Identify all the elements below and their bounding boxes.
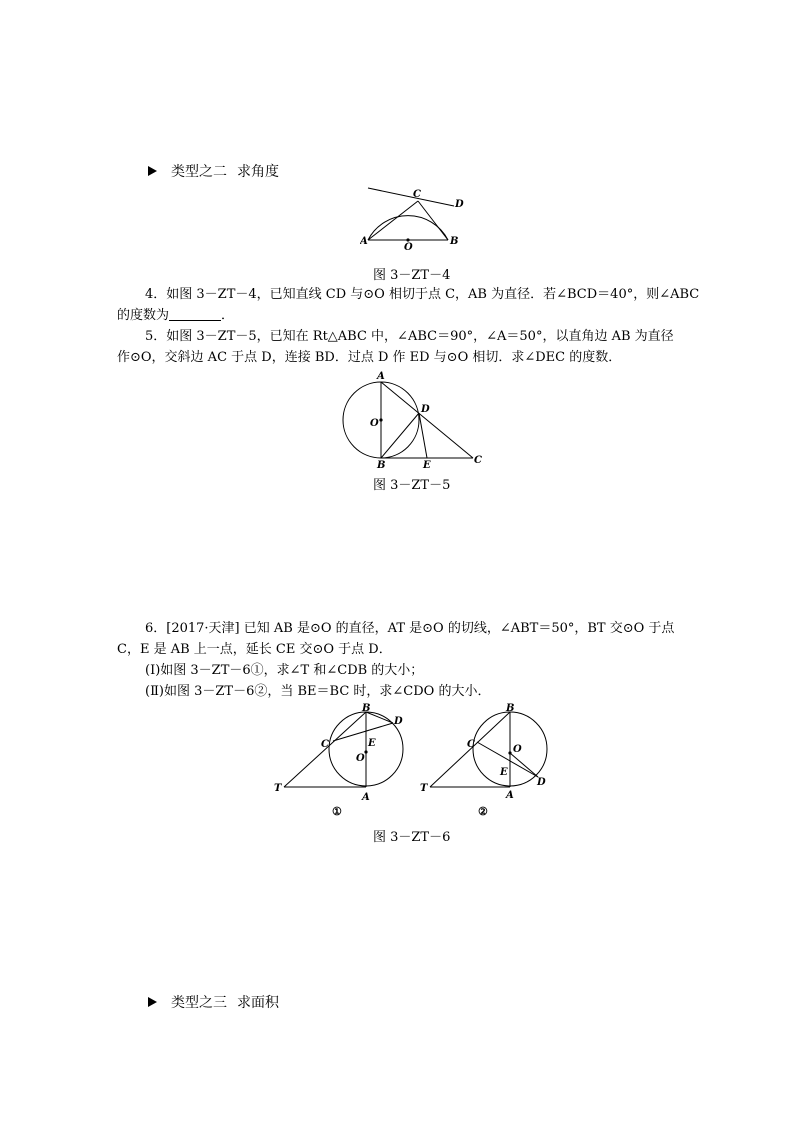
point-label-e: E [500,767,508,778]
section-title: 求面积 [237,995,279,1011]
point-label-o: O [370,418,379,429]
answer-blank[interactable] [169,308,221,321]
subfigure-label-1: ① [332,805,342,818]
point-label-t: T [274,783,282,794]
point-label-a: A [506,790,514,801]
section-heading-3 [148,992,279,1012]
section-label: 类型之三 [171,995,227,1011]
question-6-line-2: C，E 是 AB 上一点，延长 CE 交⊙O 于点 D． [117,642,392,657]
point-label-d: D [455,199,464,210]
question-4-end: ． [221,308,235,323]
point-label-a: A [377,371,385,382]
point-label-d: D [537,777,546,788]
figure-3-zt-6 [270,702,570,820]
point-label-b: B [506,703,515,714]
question-6-line-1: 6．[2017·天津] 已知 AB 是⊙O 的直径，AT 是⊙O 的切线，∠ABT＝50°，BT 交⊙O 于点 [145,621,675,636]
section-heading-2 [148,161,279,181]
point-label-o: O [356,753,365,764]
point-label-o: O [404,242,413,250]
figure-caption-6: 图 3－ZT－6 [373,830,451,845]
point-label-e: E [423,460,431,470]
question-5-line-2: 作⊙O，交斜边 AC 于点 D，连接 BD．过点 D 作 ED 与⊙O 相切．求∠DEC 的度数． [117,350,622,365]
point-label-c: C [413,189,421,200]
point-label-a: A [362,792,370,803]
question-4-line-2 [117,305,234,326]
figure-caption-5: 图 3－ZT－5 [373,478,451,493]
point-label-b: B [450,236,459,247]
point-label-b: B [377,460,386,470]
point-label-d: D [394,716,403,727]
point-label-d: D [421,404,430,415]
figure-3-zt-4 [360,184,470,250]
question-4-prompt: 的度数为 [117,308,170,323]
point-label-t: T [420,783,428,794]
figure-caption-4: 图 3－ZT－4 [373,268,451,283]
triangle-bullet-icon [148,166,157,176]
point-label-e: E [368,738,376,749]
point-label-o: O [513,744,522,755]
point-label-c: C [474,455,482,466]
point-label-c: C [467,739,475,750]
section-title: 求角度 [237,164,279,180]
question-6-part-1: (Ⅰ)如图 3－ZT－6①，求∠T 和∠CDB 的大小； [145,663,424,678]
point-label-c: C [321,739,329,750]
point-label-a: A [360,236,368,247]
point-label-b: B [362,703,371,714]
figure-3-zt-5 [336,370,486,470]
triangle-bullet-icon [148,997,157,1007]
question-6-part-2: (Ⅱ)如图 3－ZT－6②，当 BE＝BC 时，求∠CDO 的大小． [145,684,491,699]
section-label: 类型之二 [171,164,227,180]
question-4-line-1: 4．如图 3－ZT－4，已知直线 CD 与⊙O 相切于点 C，AB 为直径．若∠BCD＝40°，则∠ABC [145,287,700,302]
subfigure-label-2: ② [478,805,488,818]
question-5-line-1: 5．如图 3－ZT－5，已知在 Rt△ABC 中，∠ABC＝90°，∠A＝50°，以直角边 AB 为直径 [145,329,674,344]
